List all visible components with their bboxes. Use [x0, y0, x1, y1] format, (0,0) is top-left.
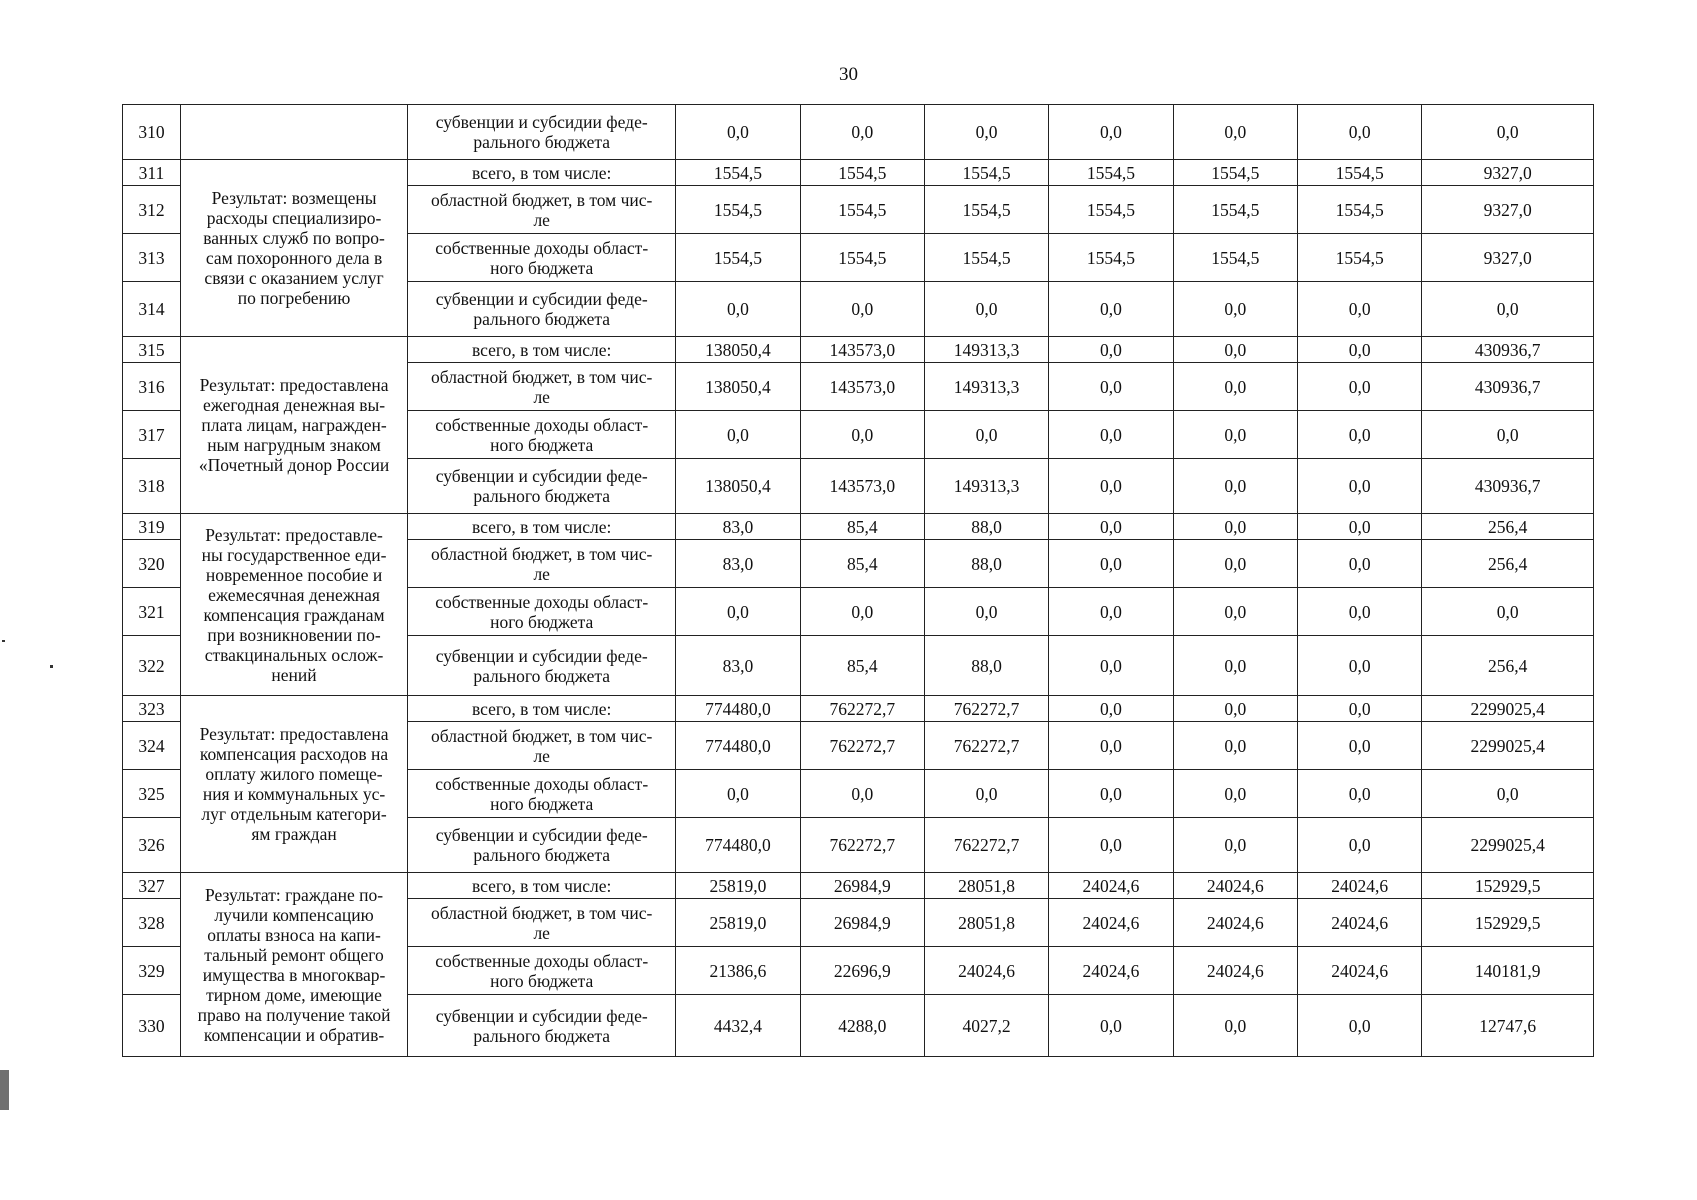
value-cell: 1554,5: [924, 186, 1048, 234]
value-cell: 774480,0: [676, 722, 800, 770]
value-cell: 24024,6: [1173, 873, 1297, 899]
value-cell: 0,0: [1173, 411, 1297, 459]
value-cell: 0,0: [1173, 282, 1297, 337]
value-cell: 1554,5: [1049, 186, 1173, 234]
value-cell: 0,0: [1298, 514, 1422, 540]
result-description: Результат: предоставле- ны государственное еди- новременное пособие и ежемесячная денежная компенсация гражданам при возникновении по- ствакцинальных ослож- нений: [180, 514, 407, 696]
value-cell: 0,0: [1049, 636, 1173, 696]
value-cell: 0,0: [1049, 105, 1173, 160]
row-number: 325: [123, 770, 181, 818]
value-cell: 1554,5: [676, 160, 800, 186]
source-cell: собственные доходы област- ного бюджета: [408, 234, 676, 282]
value-cell: 24024,6: [1298, 873, 1422, 899]
source-cell: субвенции и субсидии феде- рального бюджета: [408, 105, 676, 160]
total-cell: 0,0: [1422, 411, 1594, 459]
table-row: [123, 160, 1594, 186]
total-cell: 152929,5: [1422, 873, 1594, 899]
source-cell: областной бюджет, в том чис- ле: [408, 363, 676, 411]
result-cell-empty: [180, 105, 407, 160]
value-cell: 0,0: [1298, 411, 1422, 459]
value-cell: 1554,5: [1173, 186, 1297, 234]
source-cell: собственные доходы област- ного бюджета: [408, 411, 676, 459]
value-cell: 0,0: [676, 588, 800, 636]
row-number: 323: [123, 696, 181, 722]
value-cell: 25819,0: [676, 873, 800, 899]
value-cell: 149313,3: [924, 363, 1048, 411]
value-cell: 1554,5: [1049, 160, 1173, 186]
value-cell: 143573,0: [800, 459, 924, 514]
value-cell: 774480,0: [676, 818, 800, 873]
value-cell: 24024,6: [1298, 899, 1422, 947]
total-cell: 12747,6: [1422, 995, 1594, 1057]
value-cell: 26984,9: [800, 873, 924, 899]
source-cell: всего, в том числе:: [408, 696, 676, 722]
source-cell: собственные доходы област- ного бюджета: [408, 947, 676, 995]
value-cell: 24024,6: [1049, 899, 1173, 947]
result-description: Результат: предоставлена ежегодная денежная вы- плата лицам, награжден- ным нагрудным знаком «Почетный донор России: [180, 337, 407, 514]
value-cell: 0,0: [1298, 459, 1422, 514]
value-cell: 1554,5: [924, 234, 1048, 282]
value-cell: 0,0: [924, 770, 1048, 818]
result-description: Результат: граждане по- лучили компенсацию оплаты взноса на капи- тальный ремонт общего имущества в многоквар- тирном доме, имеющие право на получение такой компенсации и обратив-: [180, 873, 407, 1057]
total-cell: 430936,7: [1422, 459, 1594, 514]
value-cell: 149313,3: [924, 459, 1048, 514]
row-number: 318: [123, 459, 181, 514]
value-cell: 0,0: [1298, 818, 1422, 873]
row-number: 314: [123, 282, 181, 337]
value-cell: 0,0: [676, 282, 800, 337]
source-cell: собственные доходы област- ного бюджета: [408, 588, 676, 636]
value-cell: 762272,7: [924, 818, 1048, 873]
value-cell: 24024,6: [924, 947, 1048, 995]
row-number: 327: [123, 873, 181, 899]
value-cell: 0,0: [1173, 722, 1297, 770]
total-cell: 9327,0: [1422, 234, 1594, 282]
value-cell: 0,0: [1173, 540, 1297, 588]
table-row: [123, 696, 1594, 722]
value-cell: 1554,5: [1298, 186, 1422, 234]
value-cell: 83,0: [676, 636, 800, 696]
value-cell: 88,0: [924, 540, 1048, 588]
value-cell: 1554,5: [676, 186, 800, 234]
value-cell: 762272,7: [800, 722, 924, 770]
table-row: [123, 514, 1594, 540]
source-cell: областной бюджет, в том чис- ле: [408, 540, 676, 588]
value-cell: 774480,0: [676, 696, 800, 722]
page-number: 30: [839, 64, 858, 85]
total-cell: 0,0: [1422, 282, 1594, 337]
table-body: [123, 105, 1594, 1057]
value-cell: 0,0: [1049, 337, 1173, 363]
row-number: 330: [123, 995, 181, 1057]
value-cell: 1554,5: [1173, 234, 1297, 282]
table-row: [123, 337, 1594, 363]
value-cell: 0,0: [1298, 540, 1422, 588]
value-cell: 24024,6: [1298, 947, 1422, 995]
value-cell: 0,0: [1298, 588, 1422, 636]
value-cell: 0,0: [1173, 636, 1297, 696]
source-cell: всего, в том числе:: [408, 337, 676, 363]
value-cell: 85,4: [800, 514, 924, 540]
source-cell: всего, в том числе:: [408, 873, 676, 899]
value-cell: 0,0: [1173, 514, 1297, 540]
row-number: 320: [123, 540, 181, 588]
source-cell: субвенции и субсидии феде- рального бюджета: [408, 995, 676, 1057]
value-cell: 25819,0: [676, 899, 800, 947]
value-cell: 1554,5: [800, 186, 924, 234]
value-cell: 0,0: [1173, 337, 1297, 363]
value-cell: 0,0: [924, 588, 1048, 636]
row-number: 313: [123, 234, 181, 282]
table-row: [123, 105, 1594, 160]
value-cell: 85,4: [800, 636, 924, 696]
value-cell: 28051,8: [924, 899, 1048, 947]
value-cell: 0,0: [1173, 105, 1297, 160]
total-cell: 2299025,4: [1422, 818, 1594, 873]
value-cell: 0,0: [1049, 514, 1173, 540]
value-cell: 762272,7: [800, 696, 924, 722]
value-cell: 138050,4: [676, 459, 800, 514]
source-cell: собственные доходы област- ного бюджета: [408, 770, 676, 818]
total-cell: 256,4: [1422, 514, 1594, 540]
value-cell: 0,0: [1298, 337, 1422, 363]
value-cell: 0,0: [1173, 588, 1297, 636]
value-cell: 138050,4: [676, 337, 800, 363]
value-cell: 0,0: [1049, 696, 1173, 722]
value-cell: 138050,4: [676, 363, 800, 411]
total-cell: 9327,0: [1422, 186, 1594, 234]
total-cell: 2299025,4: [1422, 722, 1594, 770]
value-cell: 0,0: [1298, 770, 1422, 818]
scan-artifact: [50, 665, 53, 668]
total-cell: 256,4: [1422, 636, 1594, 696]
source-cell: областной бюджет, в том чис- ле: [408, 186, 676, 234]
row-number: 321: [123, 588, 181, 636]
row-number: 324: [123, 722, 181, 770]
row-number: 317: [123, 411, 181, 459]
value-cell: 0,0: [1298, 636, 1422, 696]
value-cell: 0,0: [800, 588, 924, 636]
value-cell: 24024,6: [1173, 947, 1297, 995]
value-cell: 22696,9: [800, 947, 924, 995]
value-cell: 24024,6: [1173, 899, 1297, 947]
value-cell: 0,0: [1298, 995, 1422, 1057]
row-number: 329: [123, 947, 181, 995]
value-cell: 0,0: [800, 105, 924, 160]
value-cell: 0,0: [1049, 411, 1173, 459]
value-cell: 143573,0: [800, 337, 924, 363]
value-cell: 0,0: [1298, 696, 1422, 722]
table-row: [123, 873, 1594, 899]
value-cell: 1554,5: [1173, 160, 1297, 186]
row-number: 326: [123, 818, 181, 873]
row-number: 328: [123, 899, 181, 947]
value-cell: 762272,7: [924, 722, 1048, 770]
row-number: 315: [123, 337, 181, 363]
value-cell: 0,0: [1049, 282, 1173, 337]
value-cell: 762272,7: [924, 696, 1048, 722]
value-cell: 4288,0: [800, 995, 924, 1057]
source-cell: всего, в том числе:: [408, 160, 676, 186]
value-cell: 4027,2: [924, 995, 1048, 1057]
total-cell: 0,0: [1422, 588, 1594, 636]
value-cell: 24024,6: [1049, 873, 1173, 899]
source-cell: всего, в том числе:: [408, 514, 676, 540]
source-cell: субвенции и субсидии феде- рального бюджета: [408, 636, 676, 696]
value-cell: 88,0: [924, 636, 1048, 696]
value-cell: 0,0: [924, 105, 1048, 160]
source-cell: областной бюджет, в том чис- ле: [408, 899, 676, 947]
value-cell: 149313,3: [924, 337, 1048, 363]
total-cell: 430936,7: [1422, 363, 1594, 411]
value-cell: 0,0: [1173, 818, 1297, 873]
scan-artifact: [0, 1070, 9, 1110]
total-cell: 430936,7: [1422, 337, 1594, 363]
value-cell: 1554,5: [800, 234, 924, 282]
value-cell: 83,0: [676, 540, 800, 588]
row-number: 312: [123, 186, 181, 234]
row-number: 311: [123, 160, 181, 186]
value-cell: 0,0: [1298, 282, 1422, 337]
total-cell: 2299025,4: [1422, 696, 1594, 722]
total-cell: 9327,0: [1422, 160, 1594, 186]
total-cell: 140181,9: [1422, 947, 1594, 995]
total-cell: 152929,5: [1422, 899, 1594, 947]
value-cell: 0,0: [1173, 995, 1297, 1057]
value-cell: 0,0: [1049, 459, 1173, 514]
value-cell: 0,0: [1049, 995, 1173, 1057]
scan-artifact: [2, 640, 5, 642]
value-cell: 0,0: [1049, 363, 1173, 411]
value-cell: 0,0: [800, 770, 924, 818]
row-number: 322: [123, 636, 181, 696]
value-cell: 1554,5: [924, 160, 1048, 186]
value-cell: 1554,5: [1049, 234, 1173, 282]
value-cell: 0,0: [924, 411, 1048, 459]
value-cell: 1554,5: [800, 160, 924, 186]
value-cell: 143573,0: [800, 363, 924, 411]
value-cell: 0,0: [676, 770, 800, 818]
value-cell: 0,0: [1049, 588, 1173, 636]
budget-table: [122, 104, 1594, 1057]
value-cell: 0,0: [800, 282, 924, 337]
total-cell: 256,4: [1422, 540, 1594, 588]
value-cell: 88,0: [924, 514, 1048, 540]
value-cell: 21386,6: [676, 947, 800, 995]
value-cell: 0,0: [1298, 105, 1422, 160]
value-cell: 83,0: [676, 514, 800, 540]
value-cell: 85,4: [800, 540, 924, 588]
value-cell: 0,0: [1049, 770, 1173, 818]
value-cell: 28051,8: [924, 873, 1048, 899]
source-cell: субвенции и субсидии феде- рального бюджета: [408, 459, 676, 514]
value-cell: 0,0: [1298, 722, 1422, 770]
value-cell: 0,0: [1298, 363, 1422, 411]
value-cell: 24024,6: [1049, 947, 1173, 995]
value-cell: 0,0: [1173, 696, 1297, 722]
value-cell: 1554,5: [1298, 234, 1422, 282]
value-cell: 762272,7: [800, 818, 924, 873]
value-cell: 0,0: [1049, 722, 1173, 770]
row-number: 319: [123, 514, 181, 540]
value-cell: 0,0: [676, 411, 800, 459]
source-cell: субвенции и субсидии феде- рального бюджета: [408, 818, 676, 873]
result-description: Результат: предоставлена компенсация расходов на оплату жилого помеще- ния и коммунальных ус- луг отдельным категори- ям граждан: [180, 696, 407, 873]
source-cell: областной бюджет, в том чис- ле: [408, 722, 676, 770]
source-cell: субвенции и субсидии феде- рального бюджета: [408, 282, 676, 337]
row-number: 310: [123, 105, 181, 160]
value-cell: 0,0: [676, 105, 800, 160]
row-number: 316: [123, 363, 181, 411]
value-cell: 0,0: [1173, 459, 1297, 514]
value-cell: 0,0: [1049, 540, 1173, 588]
value-cell: 0,0: [1049, 818, 1173, 873]
value-cell: 1554,5: [676, 234, 800, 282]
value-cell: 0,0: [1173, 363, 1297, 411]
value-cell: 0,0: [1173, 770, 1297, 818]
result-description: Результат: возмещены расходы специализиро- ванных служб по вопро- сам похоронного дела в связи с оказанием услуг по погребению: [180, 160, 407, 337]
value-cell: 0,0: [924, 282, 1048, 337]
total-cell: 0,0: [1422, 770, 1594, 818]
total-cell: 0,0: [1422, 105, 1594, 160]
value-cell: 4432,4: [676, 995, 800, 1057]
value-cell: 26984,9: [800, 899, 924, 947]
value-cell: 1554,5: [1298, 160, 1422, 186]
value-cell: 0,0: [800, 411, 924, 459]
